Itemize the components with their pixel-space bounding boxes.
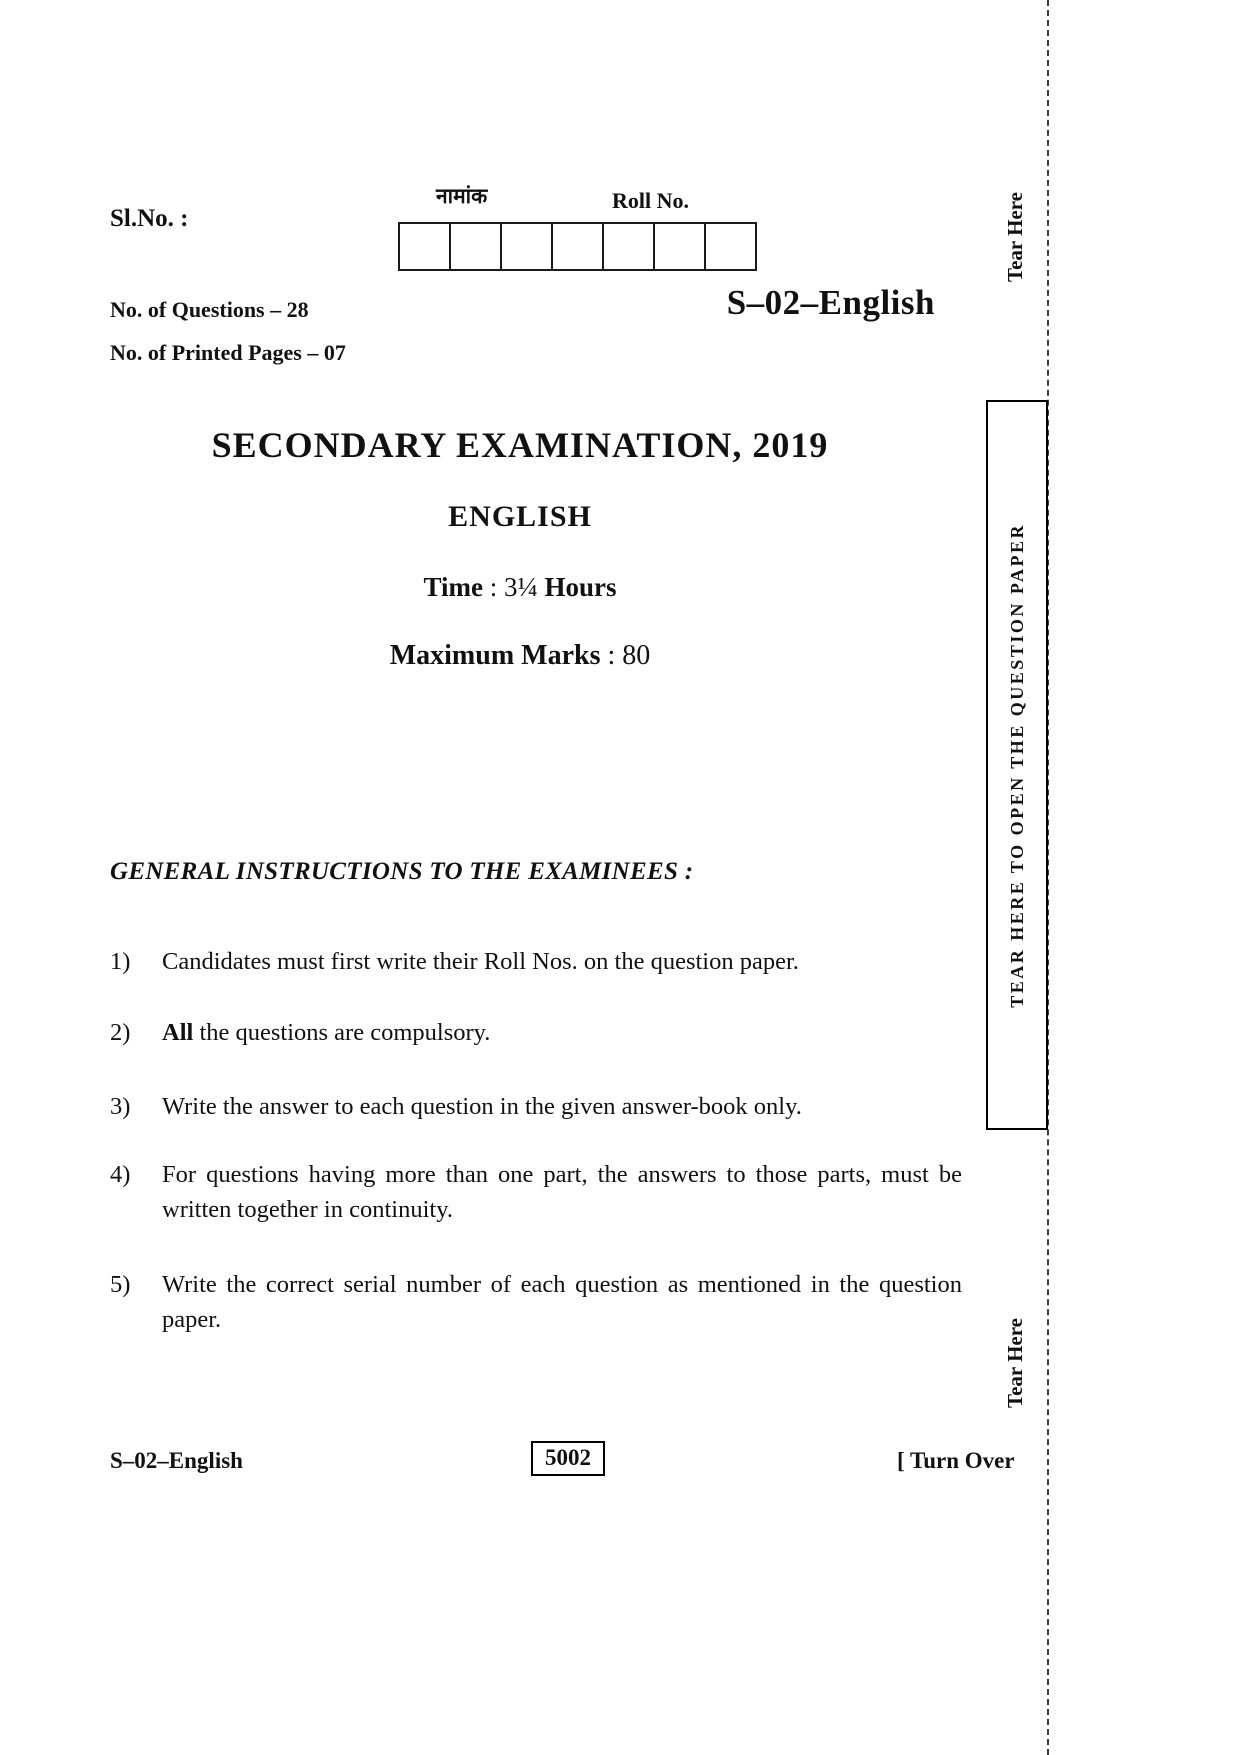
roll-cell [704, 222, 757, 271]
subject-title: ENGLISH [448, 500, 592, 533]
instruction-text: Write the correct serial number of each question as mentioned in the question paper. [162, 1271, 962, 1333]
roll-cell [602, 222, 655, 271]
marks-separator: : [600, 640, 623, 671]
roll-cell [653, 222, 706, 271]
time-value: 3¼ [504, 572, 538, 602]
instruction-number: 4) [110, 1161, 131, 1188]
instruction-item [110, 1016, 962, 1051]
footer-number-box: 5002 [531, 1441, 605, 1476]
marks-label: Maximum Marks [389, 640, 601, 671]
footer-paper-code: S–02–English [110, 1448, 243, 1473]
roll-no-label: Roll No. [612, 188, 689, 213]
exam-title: SECONDARY EXAMINATION, 2019 [211, 425, 829, 465]
roll-number-grid [398, 222, 770, 271]
marks-line [0, 640, 1040, 672]
instruction-text: Write the answer to each question in the given answer-book only. [162, 1093, 802, 1120]
instruction-item [110, 1268, 962, 1338]
instruction-number: 1) [110, 948, 131, 975]
instruction-item [110, 1158, 962, 1228]
instruction-bold: All [162, 1019, 194, 1046]
marks-value: 80 [622, 640, 651, 671]
instructions-heading: GENERAL INSTRUCTIONS TO THE EXAMINEES : [110, 858, 694, 885]
instruction-number: 2) [110, 1019, 131, 1046]
instruction-text: the questions are compulsory. [193, 1019, 491, 1046]
paper-code: S–02–English [726, 283, 935, 322]
turn-over-label: [ Turn Over [897, 1448, 1015, 1473]
roll-cell [449, 222, 502, 271]
roll-cell [500, 222, 553, 271]
tear-strip-label: TEAR HERE TO OPEN THE QUESTION PAPER [1006, 522, 1027, 1008]
roll-cell [551, 222, 604, 271]
instruction-text: For questions having more than one part, the answers to those parts, must be written together in continuity. [162, 1161, 962, 1223]
roll-number-block [398, 182, 770, 271]
num-questions-label: No. of Questions – 28 [110, 297, 309, 322]
time-separator: : [482, 572, 504, 602]
serial-number-label: Sl.No. : [110, 205, 189, 232]
time-line [0, 572, 1040, 603]
roll-cell [398, 222, 451, 271]
instruction-number: 3) [110, 1093, 131, 1120]
instruction-item [110, 945, 962, 980]
namank-label: नामांक [436, 184, 488, 208]
time-label: Time [423, 572, 483, 602]
tear-strip-box [986, 400, 1048, 1130]
num-pages-label: No. of Printed Pages – 07 [110, 340, 346, 365]
instruction-text: Candidates must first write their Roll Nos. on the question paper. [162, 948, 799, 975]
instruction-number: 5) [110, 1271, 131, 1298]
tear-here-bottom-label: Tear Here [1003, 1318, 1027, 1409]
instruction-item [110, 1090, 962, 1125]
tear-here-top-label: Tear Here [1003, 192, 1027, 283]
time-unit: Hours [537, 572, 617, 602]
